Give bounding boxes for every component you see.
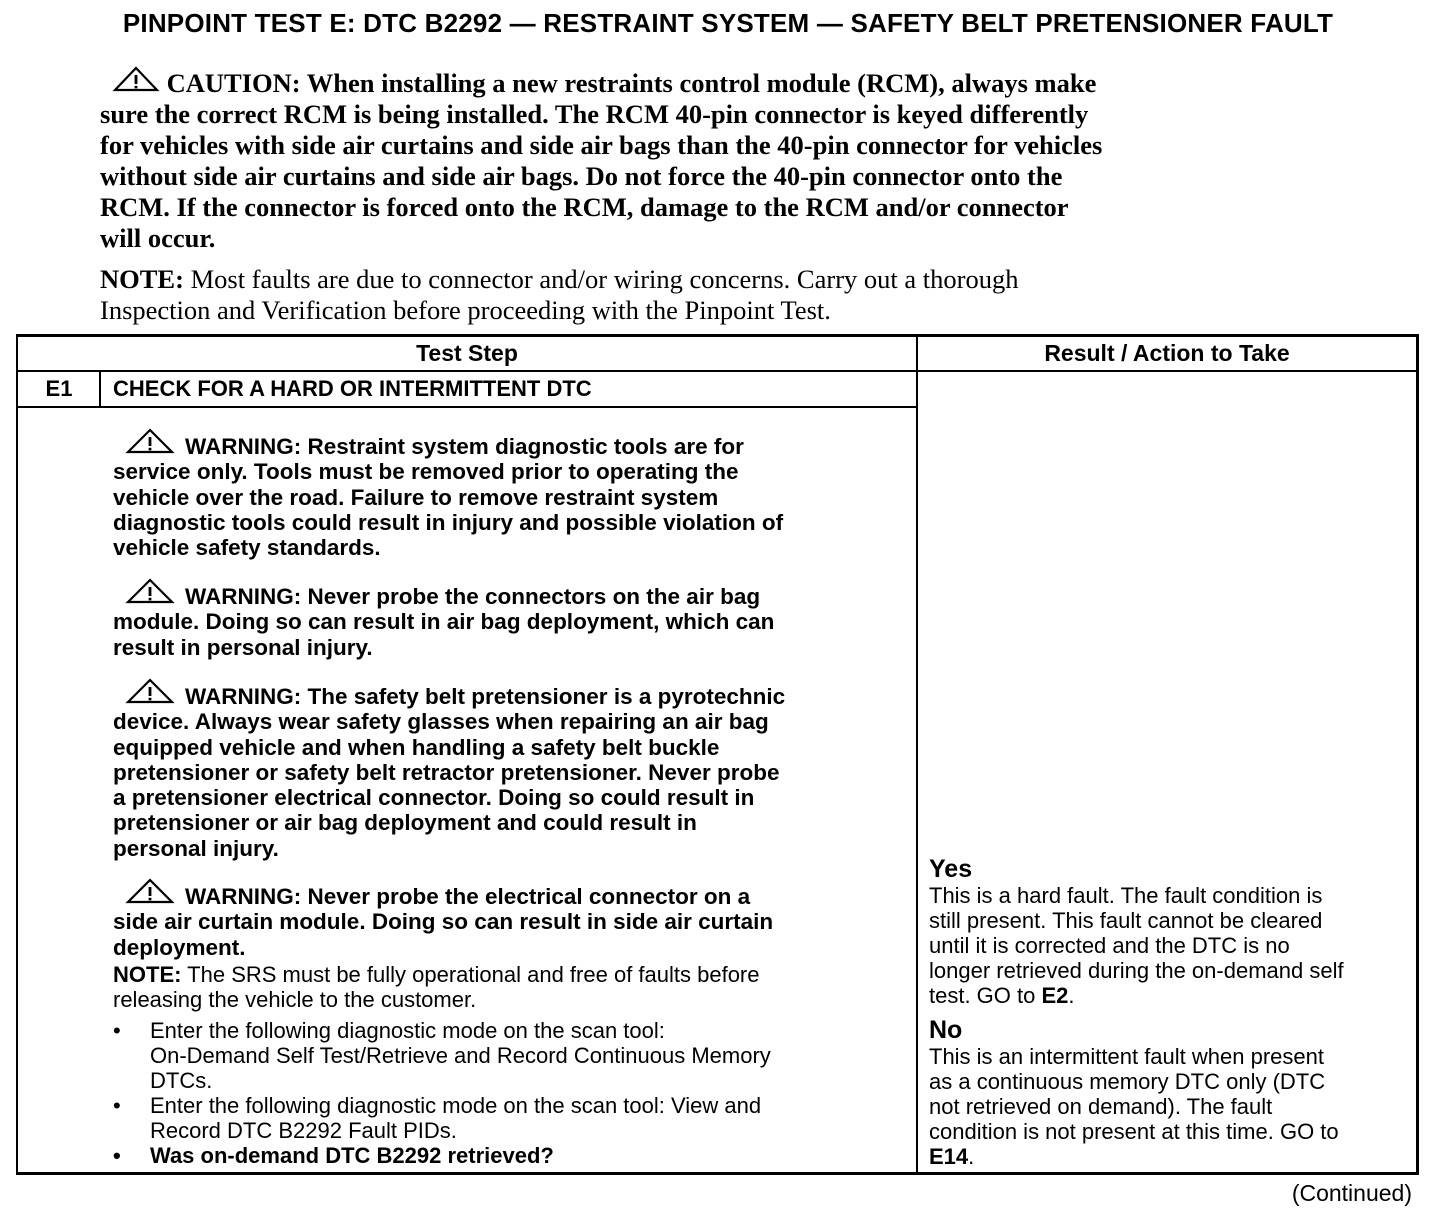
continued-label: (Continued) <box>1291 1180 1412 1206</box>
bullet-icon: • <box>113 1143 121 1168</box>
caution-block <box>100 66 1340 254</box>
result-line: not retrieved on demand). The fault <box>929 1094 1273 1119</box>
warning-line: WARNING: Restraint system diagnostic tools are for <box>113 428 903 459</box>
caution-line: sure the correct RCM is being installed. The RCM 40-pin connector is keyed differently <box>100 99 1089 129</box>
list-item <box>113 1143 771 1168</box>
step-note-line <box>113 962 760 987</box>
caution-line: CAUTION: When installing a new restraints control module (RCM), always make <box>100 66 1340 99</box>
warning-line: WARNING: Never probe the connectors on the air bag <box>113 578 903 609</box>
note-text: Most faults are due to connector and/or wiring concerns. Carry out a thorough <box>183 264 1019 294</box>
result-line: still present. This fault cannot be cleared <box>929 908 1323 933</box>
bullet-line: Enter the following diagnostic mode on the scan tool: <box>150 1018 665 1043</box>
result-yes-text <box>929 883 1409 1008</box>
table-header-border <box>16 370 1419 372</box>
warning-line: deployment. <box>113 934 246 960</box>
caution-line: will occur. <box>100 223 216 253</box>
warning-line: device. Always wear safety glasses when repairing an air bag <box>113 709 769 735</box>
list-item <box>113 1093 771 1143</box>
warning-triangle-icon <box>125 428 175 454</box>
warning-line: vehicle over the road. Failure to remove restraint system <box>113 484 719 510</box>
result-line: This is an intermittent fault when present <box>929 1044 1324 1069</box>
bullet-line: On-Demand Self Test/Retrieve and Record Continuous Memory <box>150 1043 771 1068</box>
caution-line: for vehicles with side air curtains and side air bags than the 40-pin connector for vehicles <box>100 130 1103 160</box>
warning-block <box>113 578 903 660</box>
warning-line: diagnostic tools could result in injury and possible violation of <box>113 509 784 535</box>
caution-line: without side air curtains and side air bags. Do not force the 40-pin connector onto the <box>100 161 1063 191</box>
step-note <box>113 962 760 1012</box>
list-item <box>113 1018 771 1093</box>
result-no-heading: No <box>929 1016 963 1044</box>
result-yes-heading: Yes <box>929 855 973 883</box>
table-bottom-border <box>16 1172 1419 1175</box>
note-block <box>100 264 1340 326</box>
table-column-divider <box>916 334 918 1175</box>
result-no-text <box>929 1044 1409 1169</box>
step-note-line: releasing the vehicle to the customer. <box>113 987 477 1012</box>
result-line: longer retrieved during the on-demand self <box>929 958 1344 983</box>
goto-e2-link[interactable]: E2 <box>1041 983 1069 1008</box>
step-title-border <box>16 406 918 408</box>
bullet-line: Record DTC B2292 Fault PIDs. <box>150 1118 457 1143</box>
warning-triangle-icon <box>125 578 175 604</box>
warning-line: WARNING: Never probe the electrical connector on a <box>113 878 903 909</box>
step-note-label: NOTE: <box>113 962 182 987</box>
bullet-line: Enter the following diagnostic mode on the scan tool: View and <box>150 1093 762 1118</box>
result-line: E14. <box>929 1144 975 1169</box>
step-bullets <box>113 1018 771 1168</box>
warning-line: pretensioner or safety belt retractor pretensioner. Never probe <box>113 759 780 785</box>
bullet-icon: • <box>113 1018 121 1043</box>
result-line: as a continuous memory DTC only (DTC <box>929 1069 1326 1094</box>
warning-line: equipped vehicle and when handling a safety belt buckle <box>113 734 720 760</box>
result-line: This is a hard fault. The fault condition is <box>929 883 1323 908</box>
step-id: E1 <box>45 376 73 401</box>
table-right-border <box>1416 334 1419 1175</box>
bullet-icon: • <box>113 1093 121 1118</box>
note-line <box>100 264 1340 295</box>
warning-block <box>113 678 903 861</box>
warning-line: result in personal injury. <box>113 634 373 660</box>
warning-line: vehicle safety standards. <box>113 535 381 561</box>
note-line: Inspection and Verification before proceeding with the Pinpoint Test. <box>100 295 831 325</box>
bullet-line: DTCs. <box>150 1068 213 1093</box>
warning-triangle-icon <box>125 878 175 904</box>
header-result: Result / Action to Take <box>1044 340 1290 366</box>
warning-triangle-icon <box>125 678 175 704</box>
warning-line: a pretensioner electrical connector. Doing so could result in <box>113 785 755 811</box>
bullet-line: Was on-demand DTC B2292 retrieved? <box>150 1143 554 1168</box>
warning-block <box>113 878 903 960</box>
result-line: test. GO to E2. <box>929 983 1075 1008</box>
step-note-text: The SRS must be fully operational and free of faults before <box>181 962 760 987</box>
warning-line: side air curtain module. Doing so can result in side air curtain <box>113 909 774 935</box>
warning-line: pretensioner or air bag deployment and could result in <box>113 810 697 836</box>
page-title: PINPOINT TEST E: DTC B2292 — RESTRAINT SYSTEM — SAFETY BELT PRETENSIONER FAULT <box>122 8 1334 38</box>
table-left-border <box>16 334 18 1175</box>
goto-e14-link[interactable]: E14 <box>929 1144 969 1169</box>
caution-line: RCM. If the connector is forced onto the RCM, damage to the RCM and/or connector <box>100 192 1069 222</box>
warning-triangle-icon <box>112 66 160 92</box>
result-column <box>929 855 1409 1169</box>
warning-line: module. Doing so can result in air bag deployment, which can <box>113 609 775 635</box>
table-top-border <box>16 334 1419 337</box>
header-test-step: Test Step <box>416 340 518 366</box>
result-line: condition is not present at this time. GO to <box>929 1119 1339 1144</box>
note-label: NOTE: <box>100 264 184 294</box>
warning-line: service only. Tools must be removed prior to operating the <box>113 459 739 485</box>
warning-line: personal injury. <box>113 835 279 861</box>
step-title: CHECK FOR A HARD OR INTERMITTENT DTC <box>113 376 592 401</box>
warning-line: WARNING: The safety belt pretensioner is a pyrotechnic <box>113 678 903 709</box>
warning-block <box>113 428 903 560</box>
result-line: until it is corrected and the DTC is no <box>929 933 1290 958</box>
